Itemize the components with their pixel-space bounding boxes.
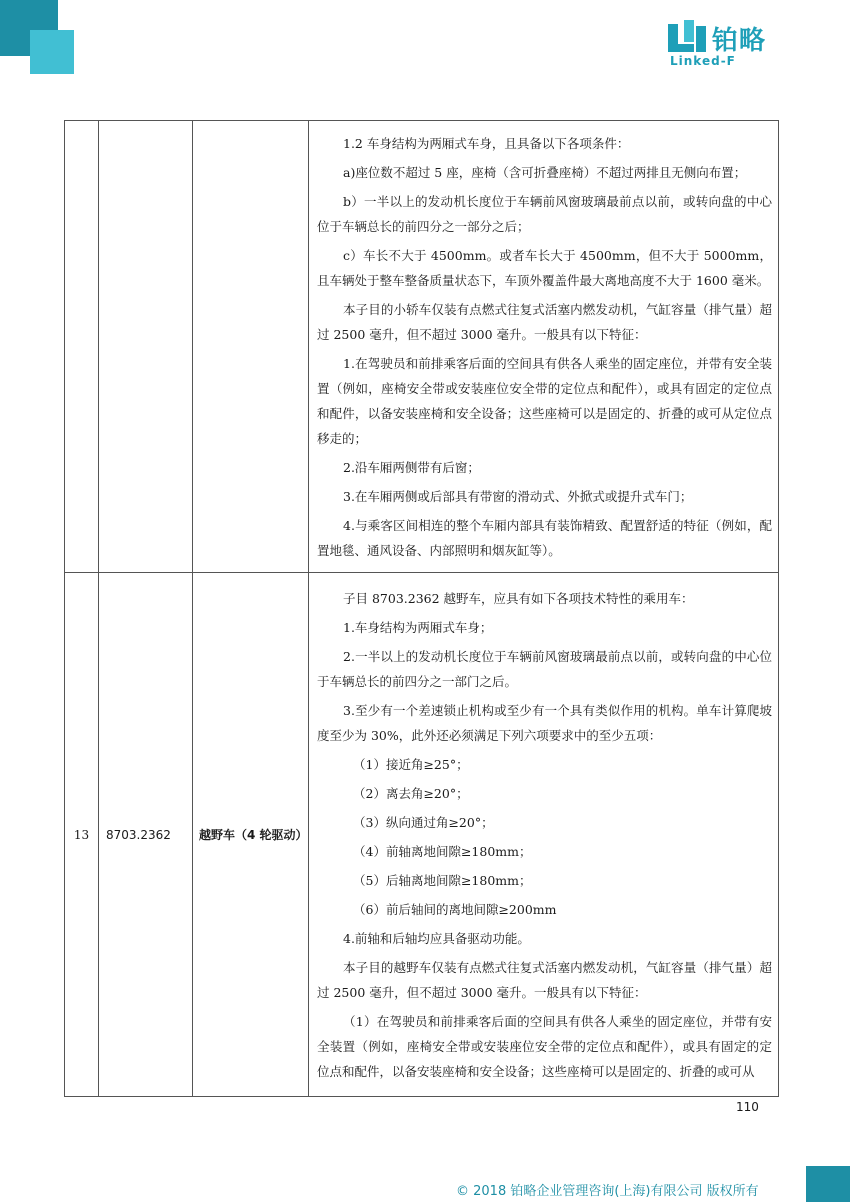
requirement-item: （1）接近角≥25°； xyxy=(353,756,469,772)
hs-code xyxy=(99,121,193,573)
description-paragraph: a)座位数不超过 5 座，座椅（含可折叠座椅）不超过两排且无侧向布置； xyxy=(343,164,747,180)
table-row xyxy=(65,121,779,573)
description-paragraph: 3.至少有一个差速锁止机构或至少有一个具有类似作用的机构。单车计算爬坡度至少为 30%，此外还必须满足下列六项要求中的至少五项： xyxy=(317,702,772,743)
requirement-item: （4）前轴离地间隙≥180mm； xyxy=(353,843,532,859)
tariff-table xyxy=(64,120,779,1097)
description-paragraph: 3.在车厢两侧或后部具有带窗的滑动式、外掀式或提升式车门； xyxy=(343,488,693,504)
hs-code: 8703.2362 xyxy=(99,573,193,1097)
footer-copyright: © 2018 铂略企业管理咨询(上海)有限公司 版权所有 xyxy=(456,1184,759,1199)
row-number xyxy=(65,121,99,573)
logo-chinese-name: 铂略 xyxy=(712,26,767,56)
description-paragraph: 4.与乘客区间相连的整个车厢内部具有装饰精致、配置舒适的特征（例如，配置地毯、通风设备、内部照明和烟灰缸等）。 xyxy=(317,517,772,558)
requirement-item: （6）前后轴间的离地间隙≥200mm xyxy=(353,901,557,917)
description-paragraph: （1）在驾驶员和前排乘客后面的空间具有供各人乘坐的固定座位，并带有安全装置（例如，座椅安全带或安装座位安全带的定位点和配件），或具有固定的定位点和配件，以备安装座椅和安全设备；这些座椅可以是固定的、折叠的或可从 xyxy=(317,1013,772,1079)
requirement-item: （3）纵向通过角≥20°； xyxy=(353,814,494,830)
logo-english-name: Linked-F xyxy=(670,54,736,68)
description-cell xyxy=(309,573,779,1097)
requirement-item: （5）后轴离地间隙≥180mm； xyxy=(353,872,532,888)
description-paragraph: 2.沿车厢两侧带有后窗； xyxy=(343,459,480,475)
page-number: 110 xyxy=(736,1100,759,1114)
description-paragraph: 本子目的小轿车仅装有点燃式往复式活塞内燃发动机，气缸容量（排气量）超过 2500 毫升，但不超过 3000 毫升。一般具有以下特征： xyxy=(317,301,772,342)
table-row xyxy=(65,573,779,1097)
corner-decoration-light xyxy=(30,30,74,74)
item-name xyxy=(193,121,309,573)
footer-decoration xyxy=(806,1166,850,1202)
requirement-item: （2）离去角≥20°； xyxy=(353,785,469,801)
description-paragraph: 2.一半以上的发动机长度位于车辆前风窗玻璃最前点以前，或转向盘的中心位于车辆总长的前四分之一部门之后。 xyxy=(317,648,772,689)
description-paragraph: 子目 8703.2362 越野车，应具有如下各项技术特性的乘用车： xyxy=(343,590,694,606)
description-paragraph: b）一半以上的发动机长度位于车辆前风窗玻璃最前点以前，或转向盘的中心位于车辆总长的前四分之一部分之后； xyxy=(317,193,772,234)
item-name: 越野车（4 轮驱动） xyxy=(193,573,309,1097)
brand-logo xyxy=(668,18,798,68)
description-cell xyxy=(309,121,779,573)
row-number: 13 xyxy=(65,573,99,1097)
description-paragraph: 本子目的越野车仅装有点燃式往复式活塞内燃发动机，气缸容量（排气量）超过 2500 毫升，但不超过 3000 毫升。一般具有以下特征： xyxy=(317,959,772,1000)
description-paragraph: c）车长不大于 4500mm。或者车长大于 4500mm，但不大于 5000mm，且车辆处于整车整备质量状态下，车顶外覆盖件最大离地高度不大于 1600 毫米。 xyxy=(317,247,772,288)
description-paragraph: 1.车身结构为两厢式车身； xyxy=(343,619,493,635)
description-paragraph: 1.在驾驶员和前排乘客后面的空间具有供各人乘坐的固定座位，并带有安全装置（例如，座椅安全带或安装座位安全带的定位点和配件），或具有固定的定位点和配件，以备安装座椅和安全设备；这些座椅可以是固定的、折叠的或可从定位点移走的； xyxy=(317,355,772,446)
description-paragraph: 4.前轴和后轴均应具备驱动功能。 xyxy=(343,930,530,946)
description-paragraph: 1.2 车身结构为两厢式车身，且具备以下各项条件： xyxy=(343,135,630,151)
